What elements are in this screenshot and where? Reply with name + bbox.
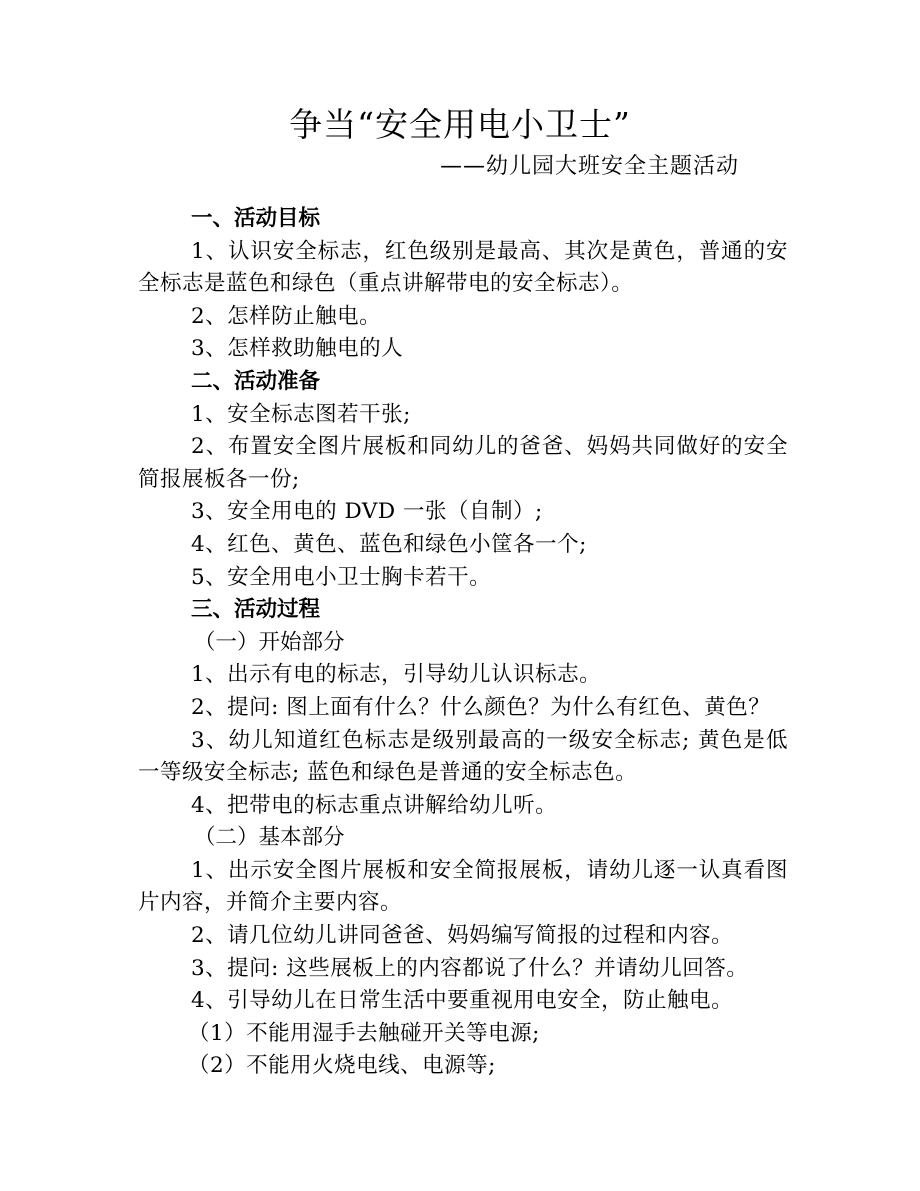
section-heading-preparation: 二、活动准备 xyxy=(191,368,321,394)
section-heading-process: 三、活动过程 xyxy=(191,597,321,623)
list-item: （2）不能用火烧电线、电源等; xyxy=(188,1053,496,1079)
paragraph: 3、幼儿知道红色标志是级别最高的一级安全标志; 黄色是低一等级安全标志; 蓝色和绿色是普通的安全标志色。 xyxy=(138,727,788,786)
paragraph: 1、出示有电的标志，引导幼儿认识标志。 xyxy=(191,662,602,688)
paragraph: 5、安全用电小卫士胸卡若干。 xyxy=(191,564,492,590)
subsection-heading-basic: （二）基本部分 xyxy=(194,825,345,851)
paragraph: 1、认识安全标志，红色级别是最高、其次是黄色，普通的安全标志是蓝色和绿色（重点讲解带电的安全标志）。 xyxy=(138,238,788,297)
document-title: 争当“安全用电小卫士” xyxy=(289,105,631,144)
document-subtitle: ——幼儿园大班安全主题活动 xyxy=(440,154,740,179)
list-item: （1）不能用湿手去触碰开关等电源; xyxy=(188,1020,540,1046)
section-heading-goals: 一、活动目标 xyxy=(191,206,321,231)
paragraph: 2、布置安全图片展板和同幼儿的爸爸、妈妈共同做好的安全简报展板各一份; xyxy=(138,434,788,492)
document-body xyxy=(138,203,788,1083)
paragraph: 2、怎样防止触电。 xyxy=(191,303,382,329)
paragraph: 3、怎样救助触电的人 xyxy=(191,336,404,362)
paragraph: 1、出示安全图片展板和安全简报展板，请幼儿逐一认真看图片内容，并简介主要内容。 xyxy=(138,857,788,916)
paragraph: 4、把带电的标志重点讲解给幼儿听。 xyxy=(191,792,558,818)
paragraph: 3、安全用电的 DVD 一张（自制）; xyxy=(191,499,543,525)
paragraph: 2、提问: 图上面有什么？什么颜色？为什么有红色、黄色？ xyxy=(191,694,771,720)
paragraph: 1、安全标志图若干张; xyxy=(191,401,411,427)
paragraph: 2、请几位幼儿讲同爸爸、妈妈编写简报的过程和内容。 xyxy=(191,923,734,949)
paragraph: 4、红色、黄色、蓝色和绿色小筐各一个; xyxy=(191,531,587,557)
paragraph: 4、引导幼儿在日常生活中要重视用电安全，防止触电。 xyxy=(191,988,734,1014)
subsection-heading-start: （一）开始部分 xyxy=(194,629,345,655)
paragraph: 3、提问: 这些展板上的内容都说了什么？并请幼儿回答。 xyxy=(191,955,749,981)
